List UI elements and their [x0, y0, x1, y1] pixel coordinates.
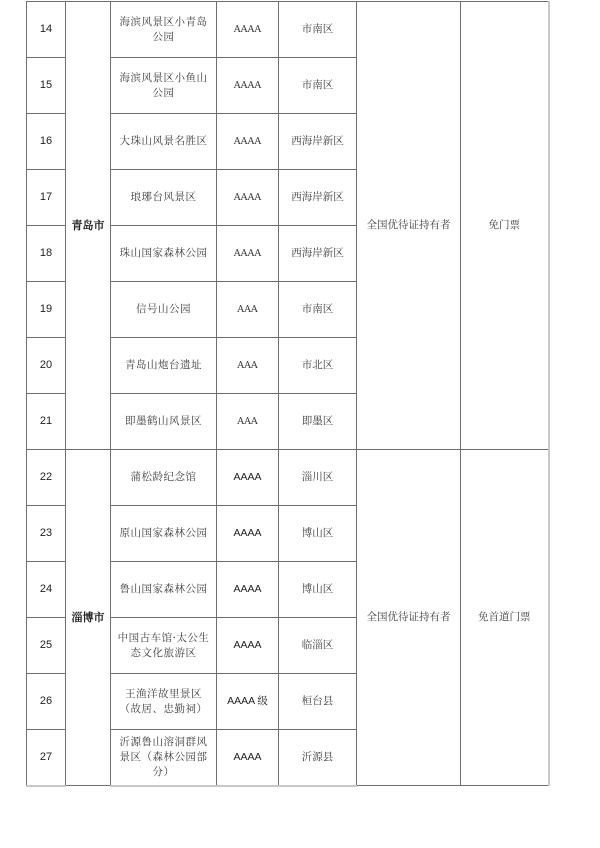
- grade: AAAA: [217, 58, 279, 114]
- grade: AAA: [217, 282, 279, 338]
- scenic-name: 青岛山炮台遗址: [111, 338, 217, 394]
- scenic-name: 即墨鹤山风景区: [111, 394, 217, 450]
- scenic-name: 琅琊台风景区: [111, 170, 217, 226]
- grade: AAAA: [217, 226, 279, 282]
- row-number: 22: [27, 450, 66, 506]
- grade: AAA: [217, 394, 279, 450]
- district: 市南区: [279, 2, 357, 58]
- scenic-name: 原山国家森林公园: [111, 506, 217, 562]
- grade: AAAA: [217, 114, 279, 170]
- row-number: 14: [27, 2, 66, 58]
- row-number: 23: [27, 506, 66, 562]
- city-cell: 青岛市: [66, 2, 111, 450]
- grade: AAAA: [217, 2, 279, 58]
- district: 市北区: [279, 338, 357, 394]
- row-number: 16: [27, 114, 66, 170]
- grade: AAAA: [217, 170, 279, 226]
- scenic-name: 珠山国家森林公园: [111, 226, 217, 282]
- district: 西海岸新区: [279, 170, 357, 226]
- city-cell: 淄博市: [66, 450, 111, 786]
- district: 临淄区: [279, 618, 357, 674]
- district: 即墨区: [279, 394, 357, 450]
- scenic-name: 海滨风景区小青岛公园: [111, 2, 217, 58]
- policy-cell: 免首道门票: [461, 450, 549, 786]
- row-number: 20: [27, 338, 66, 394]
- table-row: [27, 450, 549, 506]
- grade: AAAA: [217, 562, 279, 618]
- grade: AAAA: [217, 618, 279, 674]
- row-number: 27: [27, 730, 66, 786]
- scenic-name: 王渔洋故里景区（故居、忠勤祠）: [111, 674, 217, 730]
- grade: AAAA: [217, 730, 279, 786]
- district: 西海岸新区: [279, 226, 357, 282]
- scenic-name: 海滨风景区小鱼山公园: [111, 58, 217, 114]
- scenic-name: 鲁山国家森林公园: [111, 562, 217, 618]
- row-number: 17: [27, 170, 66, 226]
- scenic-name: 大珠山风景名胜区: [111, 114, 217, 170]
- scenic-name: 中国古车馆·太公生态文化旅游区: [111, 618, 217, 674]
- row-number: 19: [27, 282, 66, 338]
- row-number: 21: [27, 394, 66, 450]
- grade: AAAA 级: [217, 674, 279, 730]
- scenic-name: 信号山公园: [111, 282, 217, 338]
- district: 淄川区: [279, 450, 357, 506]
- scenic-name: 沂源鲁山溶洞群风景区（森林公园部分）: [111, 730, 217, 786]
- row-number: 24: [27, 562, 66, 618]
- scenic-spots-table: [26, 1, 550, 787]
- table-row: [27, 2, 549, 58]
- district: 西海岸新区: [279, 114, 357, 170]
- district: 沂源县: [279, 730, 357, 786]
- eligible-cell: 全国优待证持有者: [357, 450, 461, 786]
- grade: AAA: [217, 338, 279, 394]
- row-number: 25: [27, 618, 66, 674]
- eligible-cell: 全国优待证持有者: [357, 2, 461, 450]
- scenic-name: 蒲松龄纪念馆: [111, 450, 217, 506]
- district: 博山区: [279, 506, 357, 562]
- row-number: 26: [27, 674, 66, 730]
- row-number: 18: [27, 226, 66, 282]
- grade: AAAA: [217, 450, 279, 506]
- grade: AAAA: [217, 506, 279, 562]
- policy-cell: 免门票: [461, 2, 549, 450]
- row-number: 15: [27, 58, 66, 114]
- district: 市南区: [279, 282, 357, 338]
- district: 桓台县: [279, 674, 357, 730]
- district: 市南区: [279, 58, 357, 114]
- district: 博山区: [279, 562, 357, 618]
